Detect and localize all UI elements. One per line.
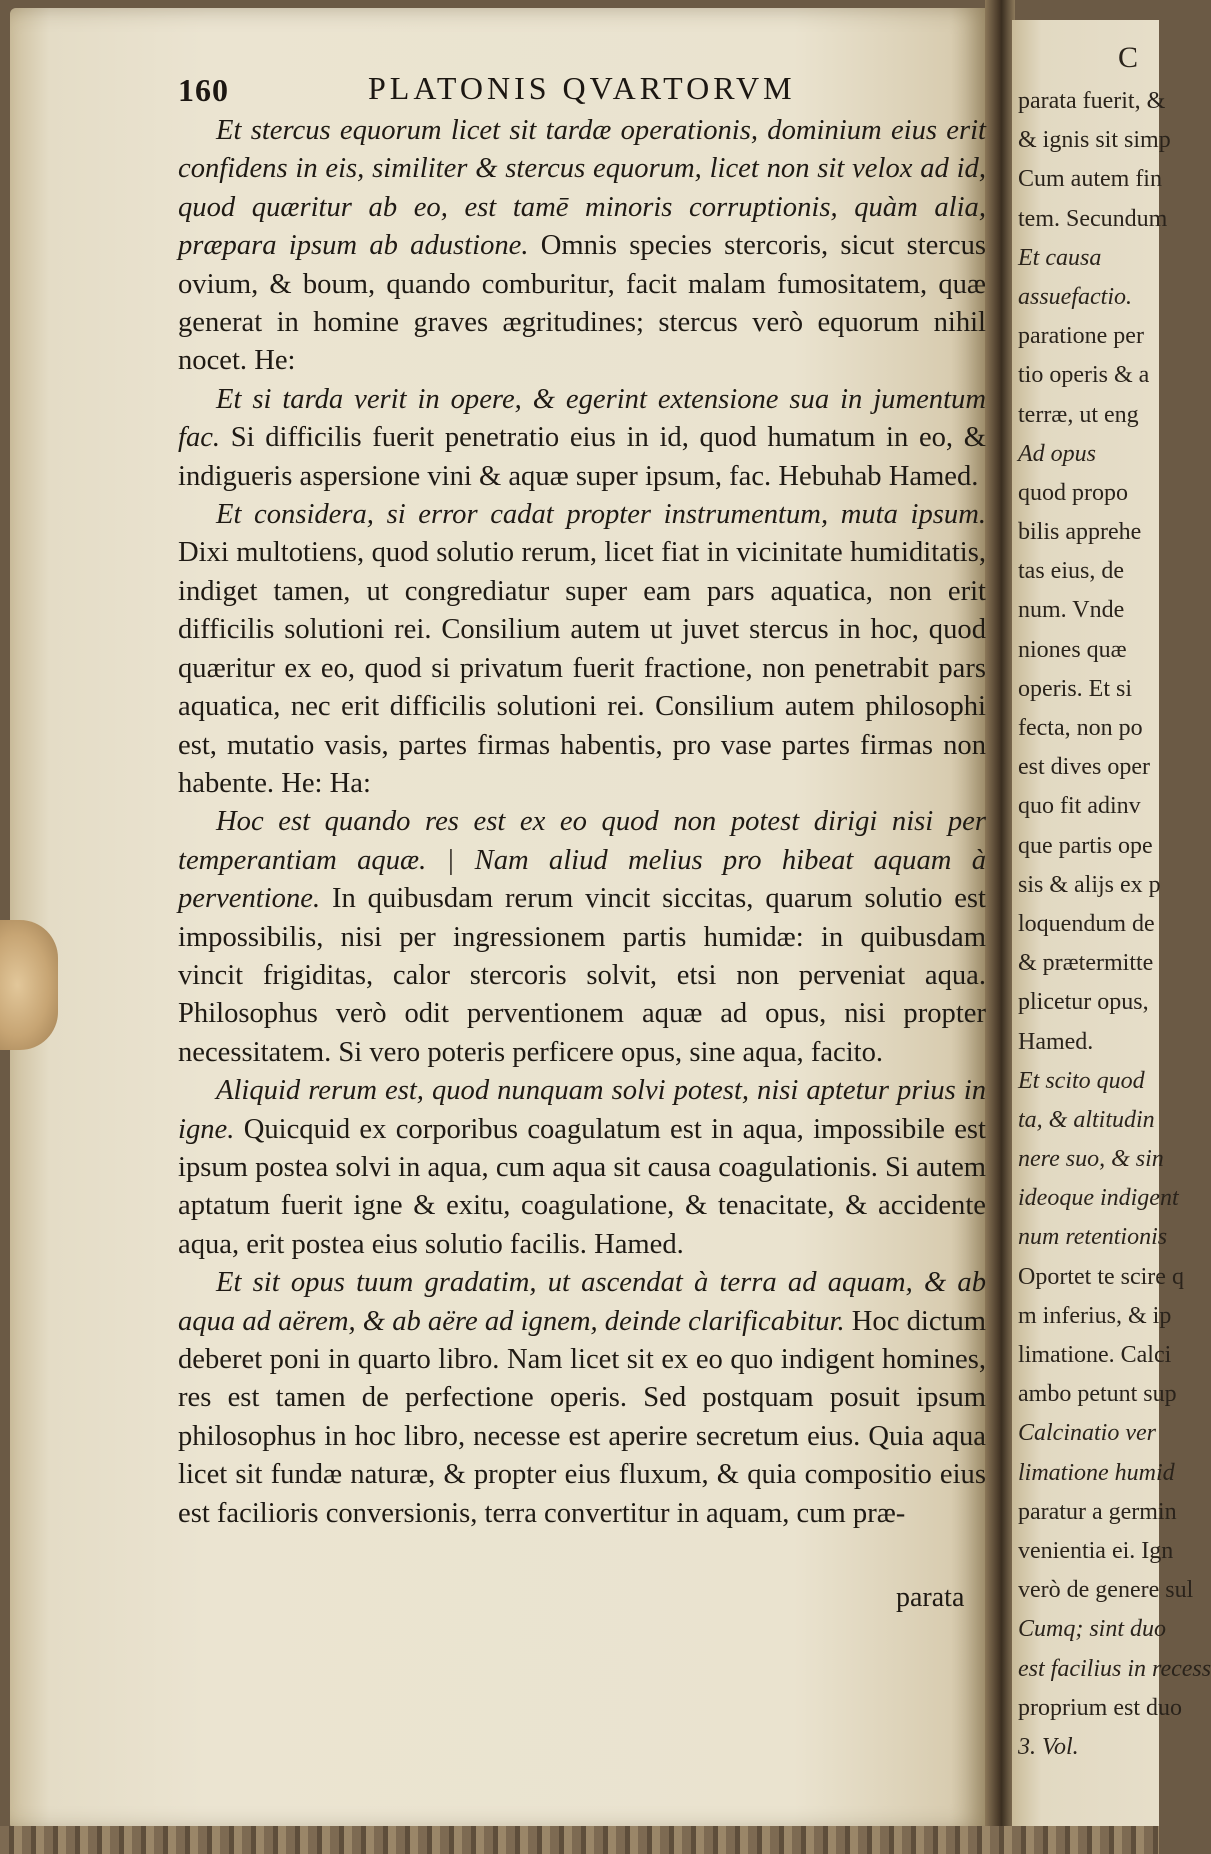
facing-line: & prætermitte [1018, 950, 1154, 977]
facing-line: & ignis sit simp [1018, 127, 1171, 154]
facing-line: Ad opus [1018, 440, 1096, 467]
facing-line: Cumq; sint duo [1018, 1616, 1167, 1643]
facing-line: limatione humid [1018, 1459, 1175, 1486]
facing-line: assuefactio. [1018, 283, 1132, 310]
facing-line: paratione per [1018, 323, 1144, 350]
facing-line: est facilius in recess [1018, 1655, 1211, 1682]
facing-line: est dives oper [1018, 754, 1150, 781]
facing-line: num. Vnde [1018, 597, 1125, 624]
quoted-text: Et sit opus tuum gradatim, ut ascendat à terra ad aquam, & ab aqua ad aërem, & ab aëre ad ignem, deinde clarificabitur. [178, 1267, 986, 1337]
facing-line: Et causa [1018, 244, 1102, 271]
facing-line: Hamed. [1018, 1028, 1094, 1055]
commentary-text: Si difficilis fuerit penetratio eius in id, quod humatum in eo, & indigueris aspersione vini & aquæ super ipsum, fac. Hebuhab Hamed. [178, 422, 986, 492]
facing-line: nere suo, & sin [1018, 1146, 1164, 1173]
paragraph [178, 1264, 986, 1533]
facing-line: fecta, non po [1018, 715, 1143, 741]
facing-line: tem. Secundum [1018, 205, 1168, 232]
paragraph [178, 496, 986, 803]
facing-line: m inferius, & ip [1018, 1302, 1172, 1329]
paragraph [178, 803, 986, 1072]
facing-line: num retentionis [1018, 1224, 1168, 1251]
page-number: 160 [178, 72, 229, 108]
paragraph [178, 1072, 986, 1264]
facing-line: Cum autem fin [1018, 166, 1162, 193]
facing-line: niones quæ [1018, 636, 1127, 663]
facing-line: 3. Vol. [1018, 1733, 1079, 1760]
facing-line: bilis apprehe [1018, 519, 1142, 546]
commentary-text: In quibusdam rerum vincit siccitas, quarum solutio est impossibilis, nisi per ingressionem partis humidæ: in quibusdam vincit frigiditas, calor stercoris solvit, etsi non perveniat aqua. Philosophus verò odit perventionem aquæ ad opus, nisi propter necessitatem. Si vero poteris perficere opus, sine aqua, facito. [178, 883, 986, 1068]
commentary-text: Hoc dictum deberet poni in quarto libro. Nam licet sit ex eo quo indigent homines, res est tamen de perfectione operis. Sed postquam posuit ipsum philosophus in hoc libro, necesse est aperire secretum eius. Quia aqua licet sit fundæ naturæ, & propter eius fluxum, & quia compositio eius est facilioris conversionis, terra convertitur in aquam, cum præ- [178, 1305, 986, 1529]
body-text [178, 112, 986, 1533]
paragraph [178, 112, 986, 381]
commentary-text: Omnis species stercoris, sicut stercus ovium, & boum, quando comburitur, facit malam fumositatem, quæ generat in homine graves ægritudines; stercus verò equorum nihil nocet. He: [178, 230, 986, 377]
catchword: parata [896, 1582, 965, 1613]
book-gutter [985, 0, 1015, 1854]
facing-line: paratur a germin [1018, 1498, 1177, 1525]
facing-line: ambo petunt sup [1018, 1381, 1177, 1408]
facing-line: tio operis & a [1018, 362, 1150, 389]
facing-line: loquendum de [1018, 910, 1155, 937]
facing-line: limatione. Calci [1018, 1342, 1172, 1368]
commentary-text: Dixi multotiens, quod solutio rerum, licet fiat in vicinitate humiditatis, indiget tamen, ut congrediatur super eam pars aquatica, non erit difficilis solutioni rei. Consilium autem ut juvet stercus in hoc, quod quæritur ex eo, quod si privatum fuerit fractione, non penetrabit pars aquatica, nec erit difficilis solutioni rei. Consilium autem philosophi est, mutatio vasis, partes firmas habentis, pro vase partes firmas non habente. He: Ha: [178, 537, 986, 799]
running-title: PLATONIS QVARTORVM [368, 70, 796, 106]
running-header [178, 70, 998, 110]
paragraph [178, 381, 986, 496]
facing-line: quod propo [1018, 479, 1128, 506]
quoted-text: Et si tarda verit in opere, & egerint extensione sua in jumentum fac. [178, 383, 986, 454]
facing-line: sis & alijs ex p [1018, 871, 1161, 898]
facing-line: Et scito quod [1018, 1067, 1145, 1094]
quoted-text: Et considera, si error cadat propter instrumentum, muta ipsum. [216, 499, 986, 531]
quoted-text: Hoc est quando res est ex eo quod non potest dirigi nisi per temperantiam aquæ. | Nam aliud melius pro hibeat aquam à perventione. [178, 806, 986, 915]
facing-header: C [1118, 41, 1139, 74]
facing-line: quo fit adinv [1018, 793, 1141, 820]
facing-line: ideoque indigent [1018, 1185, 1179, 1212]
facing-line: verò de genere sul [1018, 1577, 1194, 1604]
facing-line: operis. Et si [1018, 675, 1132, 702]
facing-line: ta, & altitudin [1018, 1106, 1155, 1133]
quoted-text: Aliquid rerum est, quod nunquam solvi potest, nisi aptetur prius in igne. [178, 1075, 986, 1145]
facing-line: plicetur opus, [1018, 989, 1149, 1016]
quoted-text: Et stercus equorum licet sit tardæ operationis, dominium eius erit confidens in eis, similiter & stercus equorum, licet non sit velox ad id, quod quæritur ab eo, est tamē minoris corruptionis, quàm alia, præpara ipsum ab adustione. [178, 115, 986, 262]
bookmark-tab [0, 920, 58, 1050]
facing-line: Oportet te scire q [1018, 1263, 1184, 1290]
page-edges [0, 1826, 1159, 1854]
commentary-text: Quicquid ex corporibus coagulatum est in aqua, impossibile est ipsum postea solvi in aqua, cum aqua sit causa coagulationis. Si autem aptatum fuerit igne & exitu, coagulatione, & tenacitate, & accidente aqua, erit postea eius solutio facilis. Hamed. [178, 1113, 986, 1260]
facing-line: terræ, ut eng [1018, 401, 1139, 428]
facing-line: parata fuerit, & [1018, 88, 1166, 114]
facing-line: venientia ei. Ign [1018, 1537, 1174, 1564]
facing-line: tas eius, de [1018, 558, 1124, 585]
facing-line: que partis ope [1018, 832, 1153, 859]
facing-line: Calcinatio ver [1018, 1420, 1156, 1447]
facing-line: proprium est duo [1018, 1694, 1182, 1721]
